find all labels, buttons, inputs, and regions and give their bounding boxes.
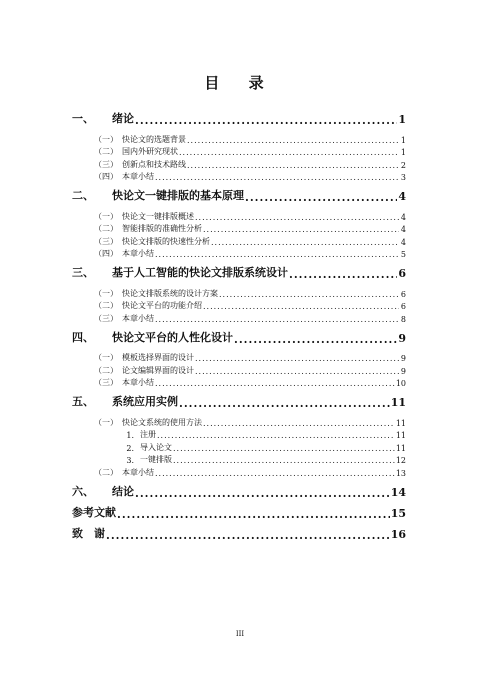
toc-entry-title: 一键排版: [140, 455, 172, 464]
toc-leader-dots: [211, 239, 399, 247]
toc-entry-page: 4: [398, 190, 406, 203]
toc-leader-dots: [135, 115, 397, 126]
toc-entry-number: （一）: [94, 417, 118, 427]
toc-leader-dots: [289, 269, 397, 280]
toc-entry-page: 9: [398, 331, 406, 345]
toc-section[interactable]: [72, 234, 406, 247]
toc-entry-title: 参考文献: [72, 505, 116, 519]
toc-entry-page: 14: [390, 485, 406, 499]
table-of-contents: [72, 111, 406, 547]
toc-entry-page: 4: [400, 212, 406, 222]
toc-entry-number: （二）: [94, 365, 118, 375]
toc-entry-title: 本章小结: [122, 313, 154, 323]
toc-entry-page: 8: [400, 314, 406, 324]
toc-leader-dots: [179, 398, 390, 409]
toc-entry-title: 本章小结: [122, 467, 154, 477]
toc-section[interactable]: [72, 299, 406, 312]
toc-leader-dots: [187, 137, 399, 145]
toc-entry-title: 注册: [140, 430, 156, 439]
toc-leader-dots: [219, 291, 399, 299]
toc-leader-dots: [135, 488, 390, 499]
toc-entry-title: 结论: [112, 484, 134, 498]
toc-section[interactable]: [72, 465, 406, 478]
toc-leader-dots: [155, 174, 399, 182]
toc-entry-number: （四）: [94, 249, 118, 258]
page-title: 目 录: [204, 74, 276, 92]
toc-leader-dots: [155, 470, 395, 478]
toc-section[interactable]: [72, 363, 406, 376]
toc-leader-dots: [173, 445, 395, 453]
toc-leader-dots: [157, 432, 395, 440]
toc-leader-dots: [173, 457, 395, 465]
toc-section[interactable]: [72, 247, 406, 260]
toc-entry-title: 国内外研究现状: [122, 147, 178, 156]
toc-section[interactable]: [72, 157, 406, 170]
toc-chapter[interactable]: [72, 265, 406, 280]
toc-chapter[interactable]: [72, 505, 406, 520]
toc-entry-page: 6: [400, 289, 406, 299]
toc-entry-page: 11: [395, 443, 406, 453]
toc-entry-title: 本章小结: [122, 378, 154, 387]
toc-entry-number: （二）: [94, 301, 118, 310]
toc-entry-page: 13: [395, 468, 406, 478]
toc-entry-page: 9: [400, 354, 406, 363]
toc-entry-number: 2.: [126, 443, 134, 453]
toc-chapter[interactable]: [72, 394, 406, 409]
toc-entry-title: 快论文的选题背景: [122, 134, 186, 144]
toc-section[interactable]: [72, 222, 406, 235]
toc-leader-dots: [203, 226, 399, 234]
toc-entry-number: 一、: [72, 112, 94, 125]
toc-leader-dots: [195, 214, 399, 222]
toc-entry-title: 导入论文: [140, 442, 172, 452]
toc-entry-number: （二）: [94, 147, 118, 156]
toc-entry-number: （二）: [94, 224, 118, 233]
toc-entry-page: 6: [400, 302, 406, 311]
toc-leader-dots: [117, 509, 390, 520]
toc-entry-page: 11: [395, 431, 406, 440]
toc-chapter[interactable]: [72, 526, 406, 541]
toc-entry-number: （一）: [94, 211, 118, 221]
toc-entry-number: （一）: [94, 353, 118, 362]
toc-entry-number: 五、: [72, 395, 94, 408]
toc-section[interactable]: [72, 311, 406, 324]
toc-leader-dots: [195, 355, 399, 363]
toc-chapter[interactable]: [72, 111, 406, 126]
toc-entry-page: 2: [400, 160, 406, 170]
toc-leader-dots: [234, 334, 397, 345]
toc-leader-dots: [203, 303, 399, 311]
toc-section[interactable]: [72, 415, 406, 428]
toc-chapter[interactable]: [72, 330, 406, 345]
toc-leader-dots: [155, 251, 399, 259]
toc-entry-page: 4: [400, 225, 406, 234]
toc-entry-page: 5: [400, 250, 406, 259]
toc-entry-title: 快论文排版系统的设计方案: [122, 288, 218, 298]
toc-chapter[interactable]: [72, 188, 406, 203]
toc-subsection[interactable]: [72, 440, 406, 453]
toc-entry-title: 致 谢: [72, 526, 105, 540]
toc-entry-title: 快论文排版的快速性分析: [122, 236, 210, 246]
toc-entry-number: 3.: [126, 456, 134, 465]
toc-leader-dots: [187, 162, 399, 170]
toc-leader-dots: [245, 192, 397, 203]
toc-entry-number: （四）: [94, 172, 118, 181]
toc-entry-page: 3: [400, 173, 406, 182]
toc-entry-page: 10: [395, 379, 406, 388]
toc-entry-title: 快论文平台的人性化设计: [112, 330, 233, 344]
toc-leader-dots: [179, 149, 399, 157]
toc-leader-dots: [155, 316, 399, 324]
toc-entry-title: 快论文一键排版的基本原理: [112, 189, 244, 202]
toc-entry-page: 1: [398, 113, 406, 126]
toc-entry-number: （二）: [94, 467, 118, 477]
toc-entry-number: 三、: [72, 266, 94, 279]
toc-entry-title: 模板选择界面的设计: [122, 353, 194, 362]
toc-entry-number: （三）: [94, 236, 118, 246]
toc-entry-number: （三）: [94, 159, 118, 169]
toc-leader-dots: [203, 420, 395, 428]
page-number-footer: III: [235, 630, 245, 638]
toc-leader-dots: [106, 530, 390, 541]
toc-subsection[interactable]: [72, 453, 406, 466]
toc-entry-page: 11: [395, 418, 406, 428]
toc-leader-dots: [195, 368, 399, 376]
toc-entry-title: 快论文一键排版概述: [122, 211, 194, 221]
toc-entry-number: （三）: [94, 313, 118, 323]
toc-entry-title: 创新点和技术路线: [122, 159, 186, 169]
toc-entry-number: 四、: [72, 330, 94, 344]
toc-section[interactable]: [72, 351, 406, 364]
toc-entry-page: 16: [390, 527, 406, 541]
toc-entry-title: 论文编辑界面的设计: [122, 365, 194, 375]
toc-section[interactable]: [72, 286, 406, 299]
toc-entry-title: 本章小结: [122, 249, 154, 258]
toc-entry-page: 4: [400, 237, 406, 247]
toc-entry-title: 绪论: [112, 112, 134, 125]
toc-entry-page: 6: [398, 267, 406, 280]
toc-entry-number: （一）: [94, 134, 118, 144]
toc-entry-title: 快论文系统的使用方法: [122, 417, 202, 427]
toc-entry-page: 1: [400, 148, 406, 157]
toc-entry-page: 11: [390, 396, 406, 409]
toc-entry-page: 1: [400, 135, 406, 145]
toc-entry-number: 二、: [72, 189, 94, 202]
toc-section[interactable]: [72, 170, 406, 183]
toc-entry-number: 六、: [72, 484, 94, 498]
toc-leader-dots: [155, 380, 395, 388]
toc-entry-title: 智能排版的准确性分析: [122, 224, 202, 233]
toc-entry-title: 快论文平台的功能介绍: [122, 301, 202, 310]
toc-entry-number: （一）: [94, 288, 118, 298]
toc-section[interactable]: [72, 132, 406, 145]
toc-entry-title: 基于人工智能的快论文排版系统设计: [112, 266, 288, 279]
toc-subsection[interactable]: [72, 428, 406, 441]
toc-entry-page: 12: [395, 456, 406, 465]
toc-entry-page: 15: [390, 506, 406, 520]
toc-section[interactable]: [72, 209, 406, 222]
toc-entry-page: 9: [400, 366, 406, 376]
toc-entry-title: 本章小结: [122, 172, 154, 181]
toc-section[interactable]: [72, 376, 406, 389]
toc-entry-title: 系统应用实例: [112, 395, 178, 408]
toc-entry-number: 1.: [126, 431, 134, 440]
toc-section[interactable]: [72, 145, 406, 158]
toc-chapter[interactable]: [72, 484, 406, 499]
toc-entry-number: （三）: [94, 378, 118, 387]
